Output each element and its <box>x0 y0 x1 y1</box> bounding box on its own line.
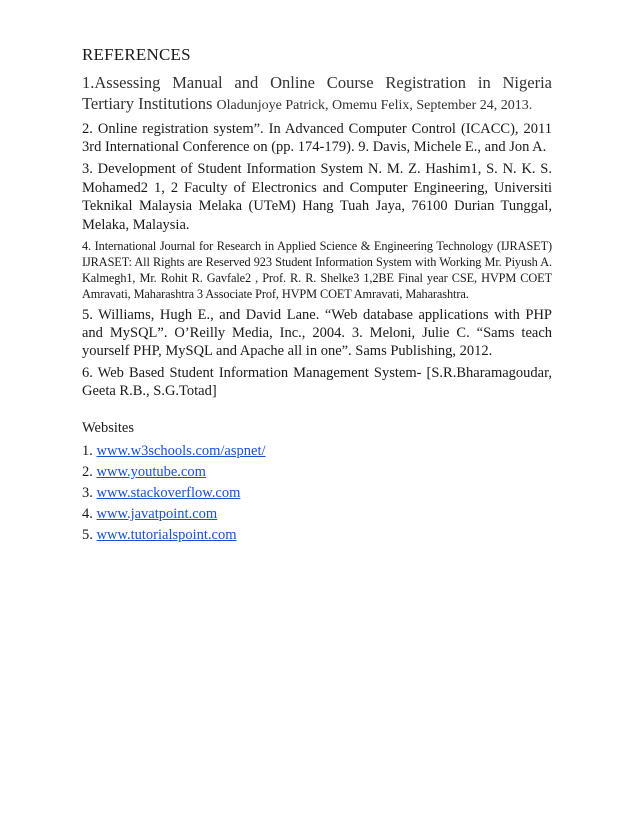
website-item-number: 2. <box>82 464 93 480</box>
reference-1-authors: Oladunjoye Patrick, Omemu Felix, September 24, 2013. <box>216 98 533 113</box>
website-item <box>82 483 552 504</box>
websites-section <box>82 419 552 546</box>
website-item-number: 1. <box>82 443 93 459</box>
website-item <box>82 462 552 483</box>
reference-2: 2. Online registration system”. In Advanced Computer Control (ICACC), 2011 3rd International Conference on (pp. 174-179). 9. Davis, Michele E., and Jon A. <box>82 121 552 155</box>
website-item <box>82 441 552 462</box>
references-heading: REFERENCES <box>82 45 191 64</box>
website-item <box>82 525 552 546</box>
website-item <box>82 504 552 525</box>
website-link-stackoverflow[interactable]: www.stackoverflow.com <box>96 485 241 501</box>
website-link-youtube[interactable]: www.youtube.com <box>96 464 206 480</box>
website-item-number: 5. <box>82 527 93 543</box>
reference-4: 4. International Journal for Research in Applied Science & Engineering Technology (IJRASET) IJRASET: All Rights are Reserved 923 Student Information System with Working Mr. Piyush A. Kalmegh1, Mr. Rohit R. Gavfale2 , Prof. R. R. Shelke3 1,2BE Final year CSE, HVPM COET Amravati, Maharashtra 3 Associate Prof, HVPM COET Amravati, Maharashtra. <box>82 239 552 301</box>
websites-heading: Websites <box>82 420 134 436</box>
reference-1 <box>82 72 552 116</box>
reference-3: 3. Development of Student Information System N. M. Z. Hashim1, S. N. K. S. Mohamed2 1, 2 Faculty of Electronics and Computer Engineering, Universiti Teknikal Malaysia Melaka (UTeM) Hang Tuah Jaya, 76100 Durian Tunggal, Melaka, Malaysia. <box>82 161 552 233</box>
website-link-tutorialspoint[interactable]: www.tutorialspoint.com <box>96 527 237 543</box>
reference-6: 6. Web Based Student Information Management System- [S.R.Bharamagoudar, Geeta R.B., S.G.Totad] <box>82 365 552 399</box>
website-link-javatpoint[interactable]: www.javatpoint.com <box>96 506 218 522</box>
website-link-w3schools[interactable]: www.w3schools.com/aspnet/ <box>96 443 266 459</box>
website-list <box>82 441 552 546</box>
website-item-number: 3. <box>82 485 93 501</box>
reference-1-title: 1.Assessing Manual and Online Course Registration in Nigeria Tertiary Institutions <box>82 73 552 113</box>
website-item-number: 4. <box>82 506 93 522</box>
reference-5: 5. Williams, Hugh E., and David Lane. “Web database applications with PHP and MySQL”. O’Reilly Media, Inc., 2004. 3. Meloni, Julie C. “Sams teach yourself PHP, MySQL and Apache all in one”. Sams Publishing, 2012. <box>82 307 552 359</box>
